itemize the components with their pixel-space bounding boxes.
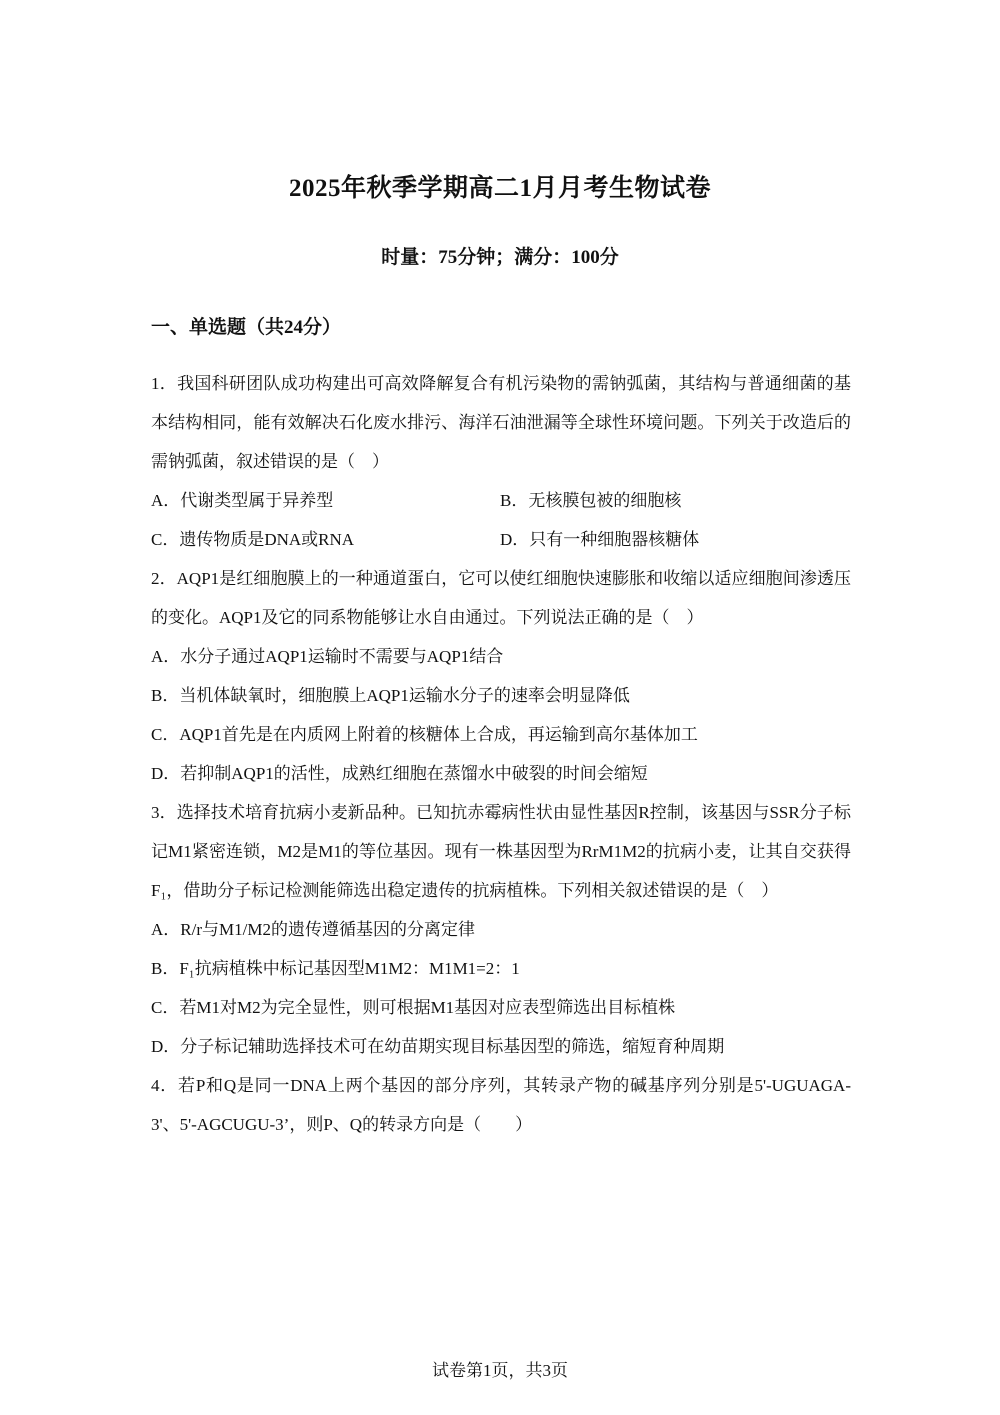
section-heading: 一、单选题（共24分） <box>151 317 342 338</box>
question-1 <box>151 364 851 559</box>
option-b: B．当机体缺氧时，细胞膜上AQP1运输水分子的速率会明显降低 <box>151 686 630 705</box>
option-row <box>151 520 851 559</box>
question-list <box>151 364 851 1144</box>
option-d: D．若抑制AQP1的活性，成熟红细胞在蒸馏水中破裂的时间会缩短 <box>151 764 648 783</box>
option-a: A．代谢类型属于异养型 <box>151 491 334 510</box>
question-stem: 2．AQP1是红细胞膜上的一种通道蛋白，它可以使红细胞快速膨胀和收缩以适应细胞间渗透压的变化。AQP1及它的同系物能够让水自由通过。下列说法正确的是（ ） <box>151 569 851 627</box>
exam-title: 2025年秋季学期高二1月月考生物试卷 <box>288 175 711 202</box>
option-b: B．无核膜包被的细胞核 <box>500 491 682 510</box>
option-c: C．AQP1首先是在内质网上附着的核糖体上合成，再运输到高尔基体加工 <box>151 725 698 744</box>
question-stem: 4．若P和Q是同一DNA上两个基因的部分序列，其转录产物的碱基序列分别是5'-UGUAGA-3'、5'-AGCUGU-3’，则P、Q的转录方向是（ ） <box>151 1076 851 1134</box>
option-c: C．遗传物质是DNA或RNA <box>151 530 355 549</box>
question-3 <box>151 793 851 1066</box>
option-d: D．分子标记辅助选择技术可在幼苗期实现目标基因型的筛选，缩短育种周期 <box>151 1037 725 1056</box>
option-d: D．只有一种细胞器核糖体 <box>500 530 700 549</box>
question-2 <box>151 559 851 793</box>
option-row <box>151 481 851 520</box>
option-c: C．若M1对M2为完全显性，则可根据M1基因对应表型筛选出目标植株 <box>151 998 676 1017</box>
question-stem: 3．选择技术培育抗病小麦新品种。已知抗赤霉病性状由显性基因R控制，该基因与SSR分子标记M1紧密连锁，M2是M1的等位基因。现有一株基因型为RrM1M2的抗病小麦，让其自交获得F₁，借助分子标记检测能筛选出稳定遗传的抗病植株。下列相关叙述错误的是（ ） <box>151 803 851 900</box>
page-footer: 试卷第1页，共3页 <box>432 1361 568 1380</box>
question-4 <box>151 1066 851 1144</box>
option-b: B．F₁抗病植株中标记基因型M1M2：M1M1=2：1 <box>151 959 520 978</box>
option-a: A．R/r与M1/M2的遗传遵循基因的分离定律 <box>151 920 475 939</box>
question-stem: 1．我国科研团队成功构建出可高效降解复合有机污染物的需钠弧菌，其结构与普通细菌的基本结构相同，能有效解决石化废水排污、海洋石油泄漏等全球性环境问题。下列关于改造后的需钠弧菌，叙述错误的是（ ） <box>151 374 851 471</box>
exam-subtitle: 时量：75分钟；满分：100分 <box>381 247 619 268</box>
option-a: A．水分子通过AQP1运输时不需要与AQP1结合 <box>151 647 504 666</box>
